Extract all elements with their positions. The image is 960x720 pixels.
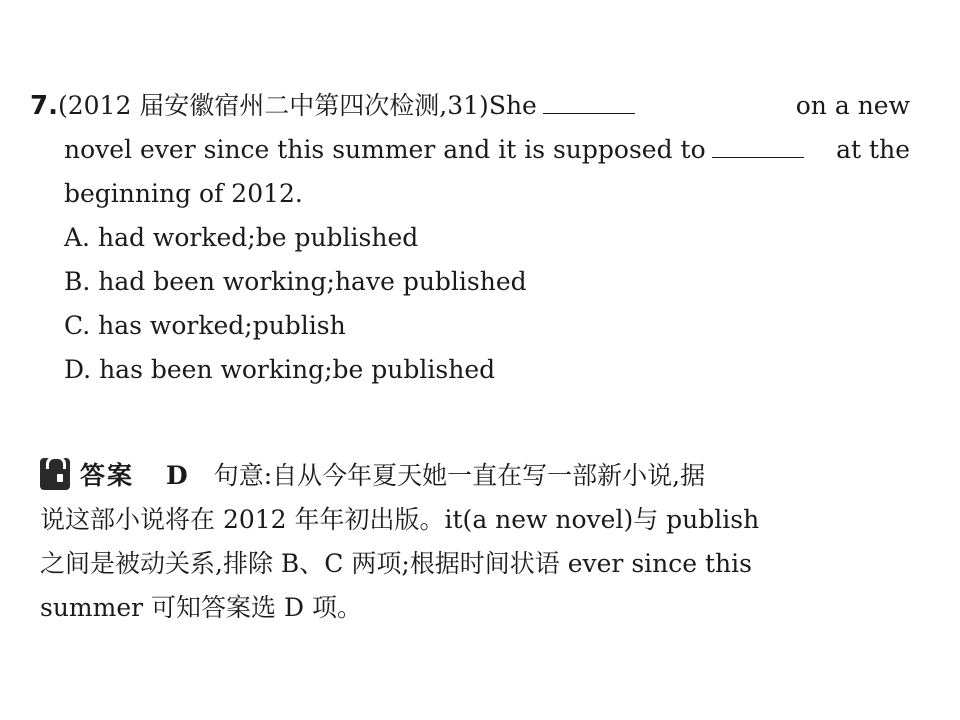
option-label: C. xyxy=(64,311,91,340)
option-text: has been working;be published xyxy=(99,355,496,384)
option-text: had worked;be published xyxy=(97,223,419,252)
question-head xyxy=(30,84,641,128)
option-text: has worked;publish xyxy=(98,311,346,340)
question-line-3: beginning of 2012. xyxy=(64,179,303,208)
option-a xyxy=(30,216,910,260)
answer-line-2: 说这部小说将在 2012 年年初出版。it(a new novel)与 publish xyxy=(40,505,760,534)
answer-line-3: 之间是被动关系,排除 B、C 两项;根据时间状语 ever since this xyxy=(40,549,752,578)
lock-icon xyxy=(40,458,70,490)
answer-blank-1 xyxy=(543,87,635,114)
question-text-2: novel ever since this summer and it is supposed to xyxy=(64,128,810,172)
question-number: 7. xyxy=(30,91,58,121)
option-b xyxy=(30,260,910,304)
option-label: B. xyxy=(64,267,91,296)
question-line-2 xyxy=(30,128,910,172)
answer-line-1 xyxy=(40,454,870,498)
option-text: had been working;have published xyxy=(98,267,527,296)
answer-letter: D xyxy=(166,461,188,490)
answer-label: 答案 xyxy=(80,461,135,490)
question-text-1a: She xyxy=(488,91,537,120)
answer-line-4: summer 可知答案选 D 项。 xyxy=(40,593,362,622)
explanation-text-1: 句意:自从今年夏天她一直在写一部新小说,据 xyxy=(213,461,706,490)
question-text-2b: at the xyxy=(836,135,910,164)
option-c xyxy=(30,304,910,348)
option-d xyxy=(30,348,910,392)
option-label: A. xyxy=(64,223,91,252)
answer-blank-2 xyxy=(712,131,804,158)
answer-block xyxy=(40,454,870,630)
question-text-1b: on a new xyxy=(795,91,910,120)
question-line-1 xyxy=(30,84,910,128)
option-label: D. xyxy=(64,355,92,384)
question-source: (2012 届安徽宿州二中第四次检测,31) xyxy=(57,91,489,120)
question-block xyxy=(30,84,910,392)
